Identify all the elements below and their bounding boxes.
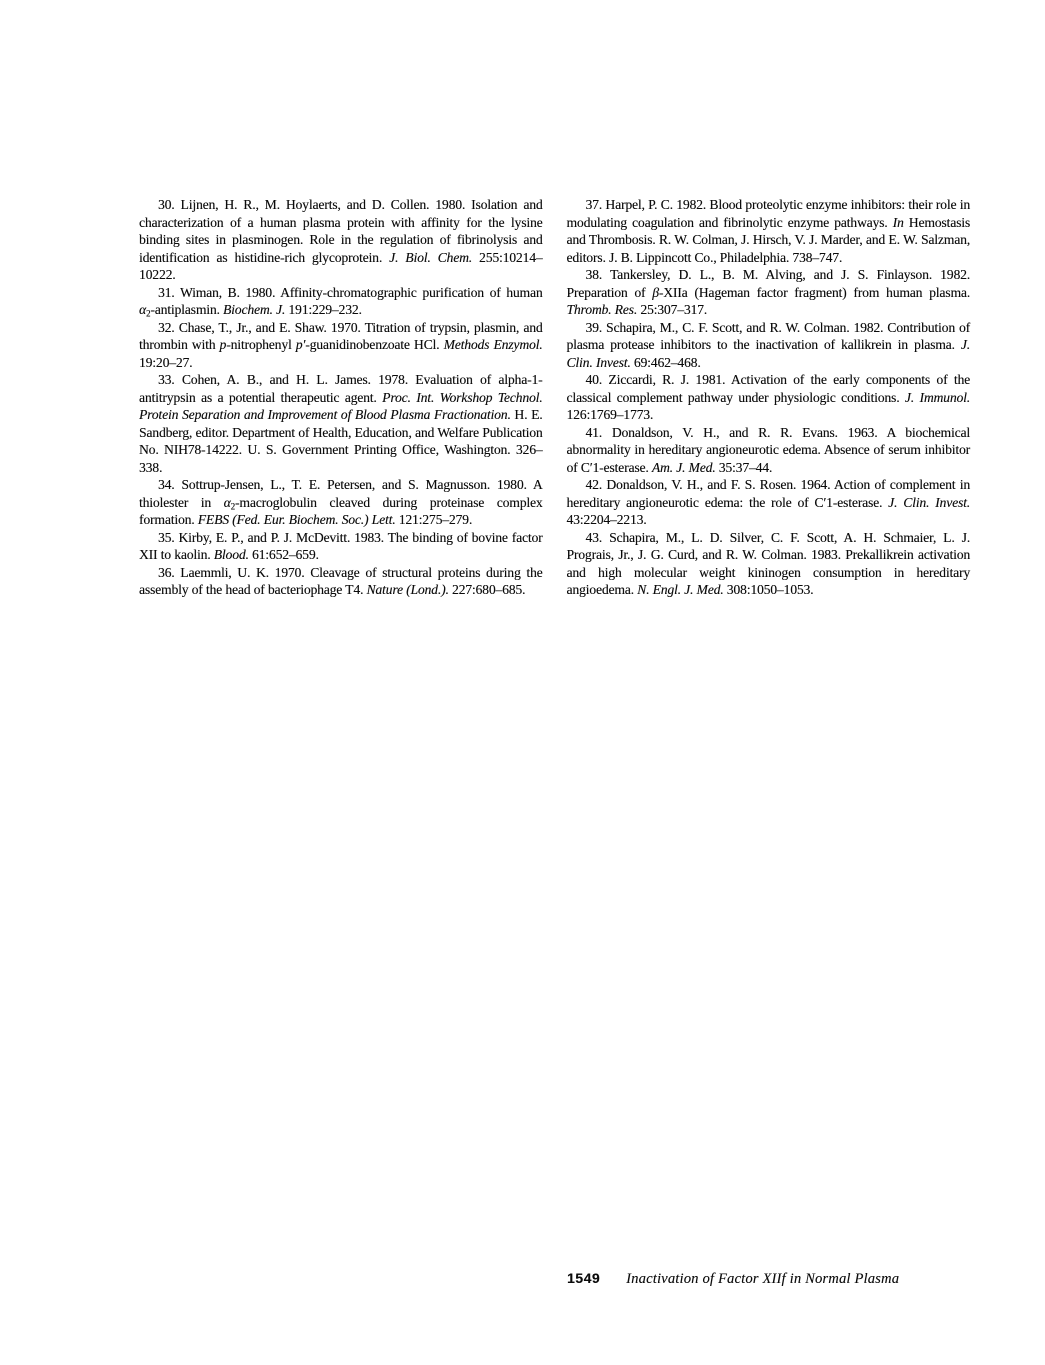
reference-item: 39. Schapira, M., C. F. Scott, and R. W. Colman. 1982. Contribution of plasma protease inhibitors to the inactivation of kallikrein in plasma. J. Clin. Invest. 69:462–468.: [566, 319, 970, 370]
references-column-left: [139, 196, 543, 599]
reference-item: 41. Donaldson, V. H., and R. R. Evans. 1963. A biochemical abnormality in hereditary angioneurotic edema. Absence of serum inhibitor of C′1-esterase. Am. J. Med. 35:37–44.: [566, 424, 970, 475]
reference-item: 31. Wiman, B. 1980. Affinity-chromatographic purification of human $\alpha_2$-antiplasmin. Biochem. J. 191:229–232.: [139, 284, 543, 319]
reference-item: 33. Cohen, A. B., and H. L. James. 1978. Evaluation of alpha-1-antitrypsin as a potential therapeutic agent. Proc. Int. Workshop Technol. Protein Separation and Improvement of Blood Plasma Fractionation. H. E. Sandberg, editor. Department of Health, Education, and Welfare Publication No. NIH78-14222. U. S. Government Printing Office, Washington. 326–338.: [139, 372, 543, 475]
reference-item: 30. Lijnen, H. R., M. Hoylaerts, and D. Collen. 1980. Isolation and characterization of a human plasma protein with affinity for the lysine binding sites in plasminogen. Role in the regulation of fibrinolysis and identification as histidine-rich glycoprotein. J. Biol. Chem. 255:10214–10222.: [139, 197, 543, 282]
reference-item: 42. Donaldson, V. H., and F. S. Rosen. 1964. Action of complement in hereditary angioneurotic edema: the role of C′1-esterase. J. Clin. Invest. 43:2204–2213.: [566, 477, 970, 527]
reference-item: 35. Kirby, E. P., and P. J. McDevitt. 1983. The binding of bovine factor XII to kaolin. Blood. 61:652–659.: [139, 529, 543, 562]
page-footer: [567, 1270, 899, 1288]
reference-item: 32. Chase, T., Jr., and E. Shaw. 1970. Titration of trypsin, plasmin, and thrombin with p-nitrophenyl p′-guanidinobenzoate HCl. Methods Enzymol. 19:20–27.: [139, 319, 543, 370]
reference-item: 38. Tankersley, D. L., B. M. Alving, and J. S. Finlayson. 1982. Preparation of β-XIIa (Hageman factor fragment) from human plasma. Thromb. Res. 25:307–317.: [566, 267, 971, 317]
reference-item: 40. Ziccardi, R. J. 1981. Activation of the early components of the classical complement pathway under physiologic conditions. J. Immunol. 126:1769–1773.: [566, 372, 970, 422]
page-number: 1549: [567, 1270, 601, 1286]
references-section: [139, 196, 970, 599]
running-title: Inactivation of Factor XIIf in Normal Plasma: [626, 1271, 900, 1287]
references-column-right: [567, 196, 971, 599]
reference-item: 43. Schapira, M., L. D. Silver, C. F. Scott, A. H. Schmaier, L. J. Prograis, Jr., J. G. Curd, and R. W. Colman. 1983. Prekallikrein activation and high molecular weight kininogen consumption in hereditary angioedema. N. Engl. J. Med. 308:1050–1053.: [566, 529, 970, 597]
reference-item: 37. Harpel, P. C. 1982. Blood proteolytic enzyme inhibitors: their role in modulating coagulation and fibrinolytic enzyme pathways. In Hemostasis and Thrombosis. R. W. Colman, J. Hirsch, V. J. Marder, and E. W. Salzman, editors. J. B. Lippincott Co., Philadelphia. 738–747.: [566, 197, 970, 265]
reference-item: 34. Sottrup-Jensen, L., T. E. Petersen, and S. Magnusson. 1980. A thiolester in $\alpha_2$-macroglobulin cleaved during proteinase complex formation. FEBS (Fed. Eur. Biochem. Soc.) Lett. 121:275–279.: [139, 477, 543, 527]
reference-item: 36. Laemmli, U. K. 1970. Cleavage of structural proteins during the assembly of the head of bacteriophage T4. Nature (Lond.). 227:680–685.: [139, 564, 543, 597]
